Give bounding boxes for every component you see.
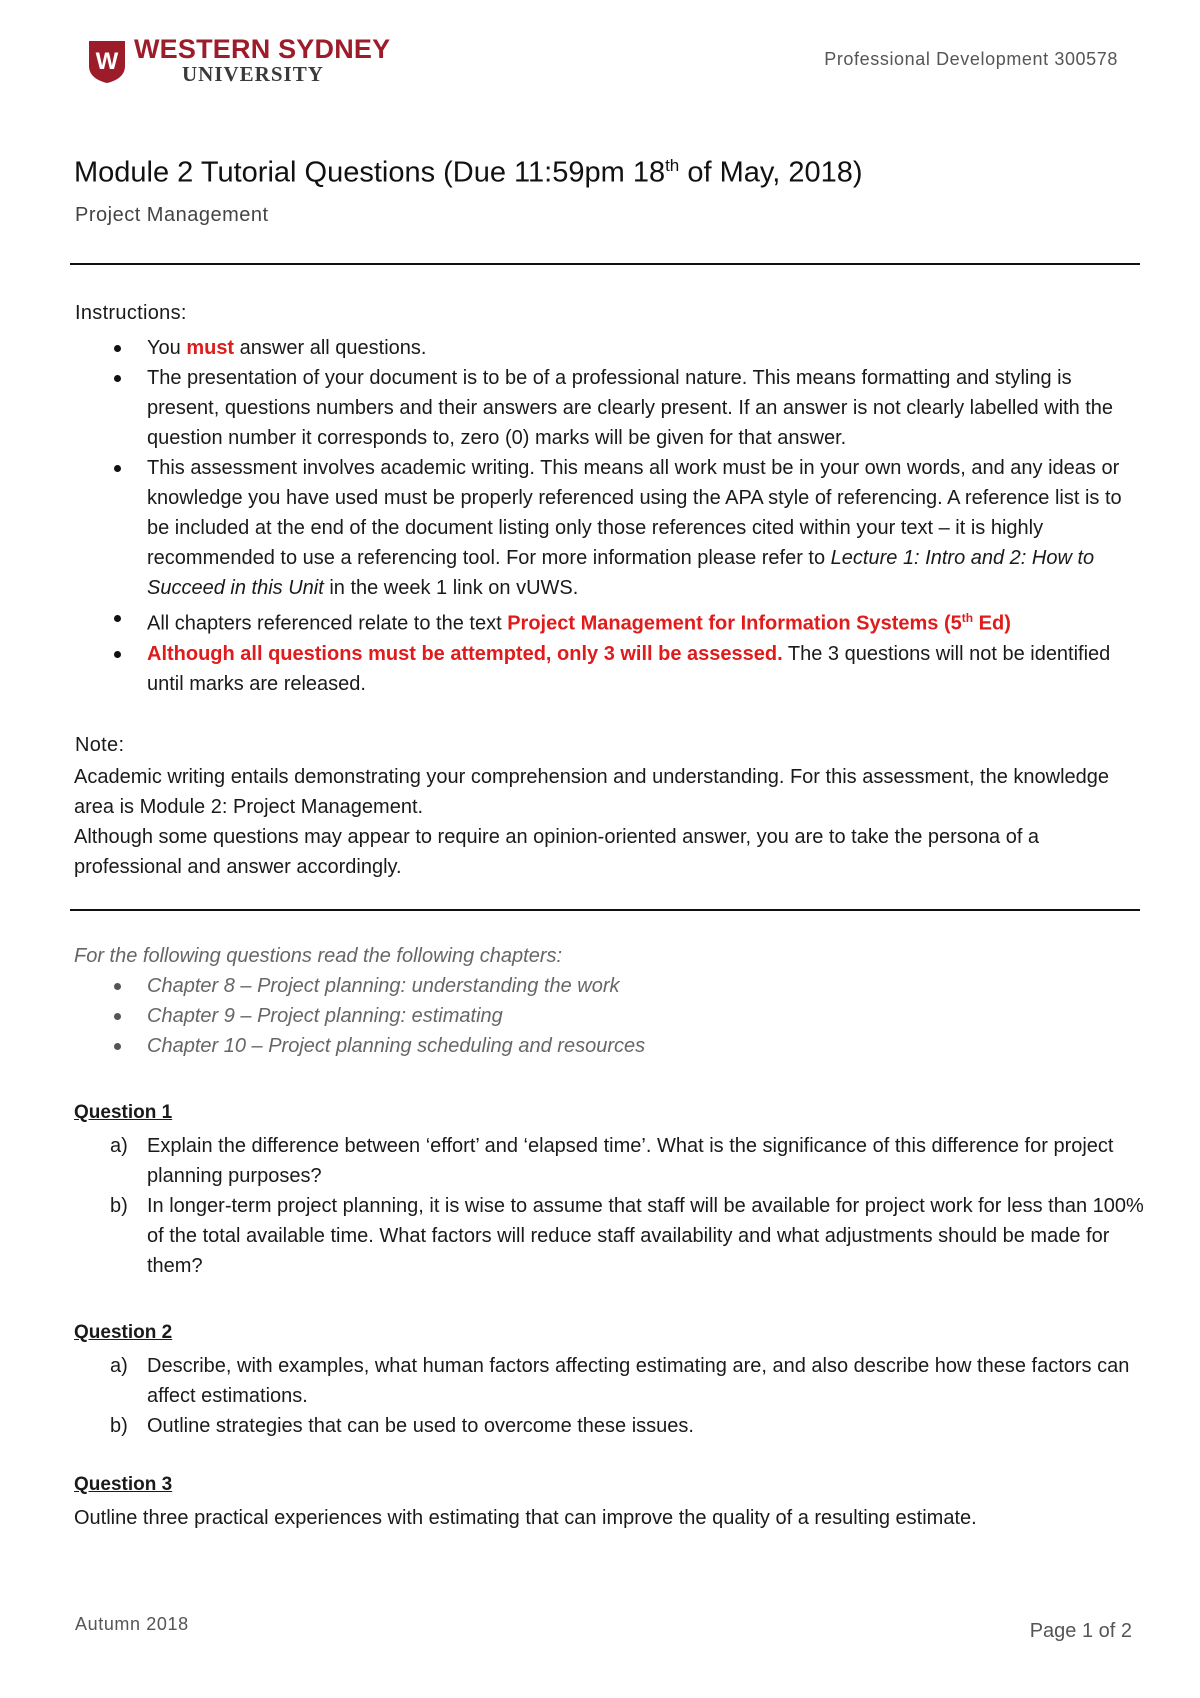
chapter-list: [74, 971, 1144, 1061]
instruction-item: You must answer all questions.: [74, 333, 1144, 363]
footer-page-number: Page 1 of 2: [1029, 1620, 1132, 1642]
chapter-item: Chapter 10 – Project planning scheduling and resources: [74, 1031, 1144, 1061]
question-parts-list: [74, 1131, 1144, 1281]
page-title: Module 2 Tutorial Questions (Due 11:59pm 18th of May, 2018): [74, 156, 863, 189]
divider-middle: [70, 909, 1140, 911]
part-marker: a): [110, 1135, 128, 1157]
note-paragraph: Academic writing entails demonstrating your comprehension and understanding. For this assessment, the knowledge area is Module 2: Project Management.: [74, 766, 1109, 818]
chapter-item: Chapter 9 – Project planning: estimating: [74, 1001, 1144, 1031]
question-part: a) Explain the difference between ‘effort’ and ‘elapsed time’. What is the significance of this difference for project planning purposes?: [74, 1131, 1144, 1191]
question-part: a) Describe, with examples, what human factors affecting estimating are, and also describe how these factors can affect estimations.: [74, 1351, 1144, 1411]
footer-term: Autumn 2018: [75, 1614, 189, 1634]
question-part: b) Outline strategies that can be used to overcome these issues.: [74, 1411, 1144, 1441]
divider-top: [70, 263, 1140, 265]
question-parts-list: [74, 1351, 1144, 1441]
note-label: Note:: [75, 734, 125, 756]
question-2-parts: [74, 1351, 1144, 1441]
chapter-item: Chapter 8 – Project planning: understanding the work: [74, 971, 1144, 1001]
university-shield-logo: [88, 40, 126, 84]
question-part: b) In longer-term project planning, it is wise to assume that staff will be available for project work for less than 100% of the total available time. What factors will reduce staff availability and what adjustments should be made for them?: [74, 1191, 1144, 1281]
page-subtitle: Project Management: [75, 204, 269, 226]
instructions-label: Instructions:: [75, 302, 187, 324]
logo-wordmark-line1: WESTERN SYDNEY: [134, 34, 391, 64]
question-3-heading: Question 3: [74, 1474, 173, 1495]
instruction-item: The presentation of your document is to be of a professional nature. This means formatting and styling is present, questions numbers and their answers are clearly present. If an answer is not clearly labelled with the question number it corresponds to, zero (0) marks will be given for that answer.: [74, 363, 1144, 453]
instruction-item: Although all questions must be attempted, only 3 will be assessed. The 3 questions will not be identified until marks are released.: [74, 639, 1144, 699]
instructions-list: [74, 333, 1144, 699]
note-paragraph: Although some questions may appear to require an opinion-oriented answer, you are to take the persona of a professional and answer accordingly.: [74, 826, 1040, 878]
header-unit-code: Professional Development 300578: [824, 49, 1118, 69]
logo-wordmark-line2: UNIVERSITY: [182, 62, 324, 86]
instruction-item: This assessment involves academic writing. This means all work must be in your own words, and any ideas or knowledge you have used must be properly referenced using the APA style of referencing. A reference list is to be included at the end of the document listing only those references cited within your text – it is highly recommended to use a referencing tool. For more information please refer to Lecture 1: Intro and 2: How to Succeed in this Unit in the week 1 link on vUWS.: [74, 453, 1144, 603]
reading-list-container: [74, 971, 1144, 1061]
instructions-list-container: [74, 333, 1144, 699]
question-1-heading: Question 1: [74, 1102, 173, 1123]
part-marker: b): [110, 1415, 128, 1437]
part-marker: b): [110, 1195, 128, 1217]
shield-letter: W: [95, 48, 119, 75]
instruction-item: All chapters referenced relate to the text Project Management for Information Systems (5th Ed): [74, 603, 1144, 639]
reading-intro: For the following questions read the following chapters:: [74, 945, 563, 967]
part-marker: a): [110, 1355, 128, 1377]
question-2-heading: Question 2: [74, 1322, 173, 1343]
question-1-parts: [74, 1131, 1144, 1281]
question-3-text: Outline three practical experiences with estimating that can improve the quality of a resulting estimate.: [74, 1507, 977, 1529]
